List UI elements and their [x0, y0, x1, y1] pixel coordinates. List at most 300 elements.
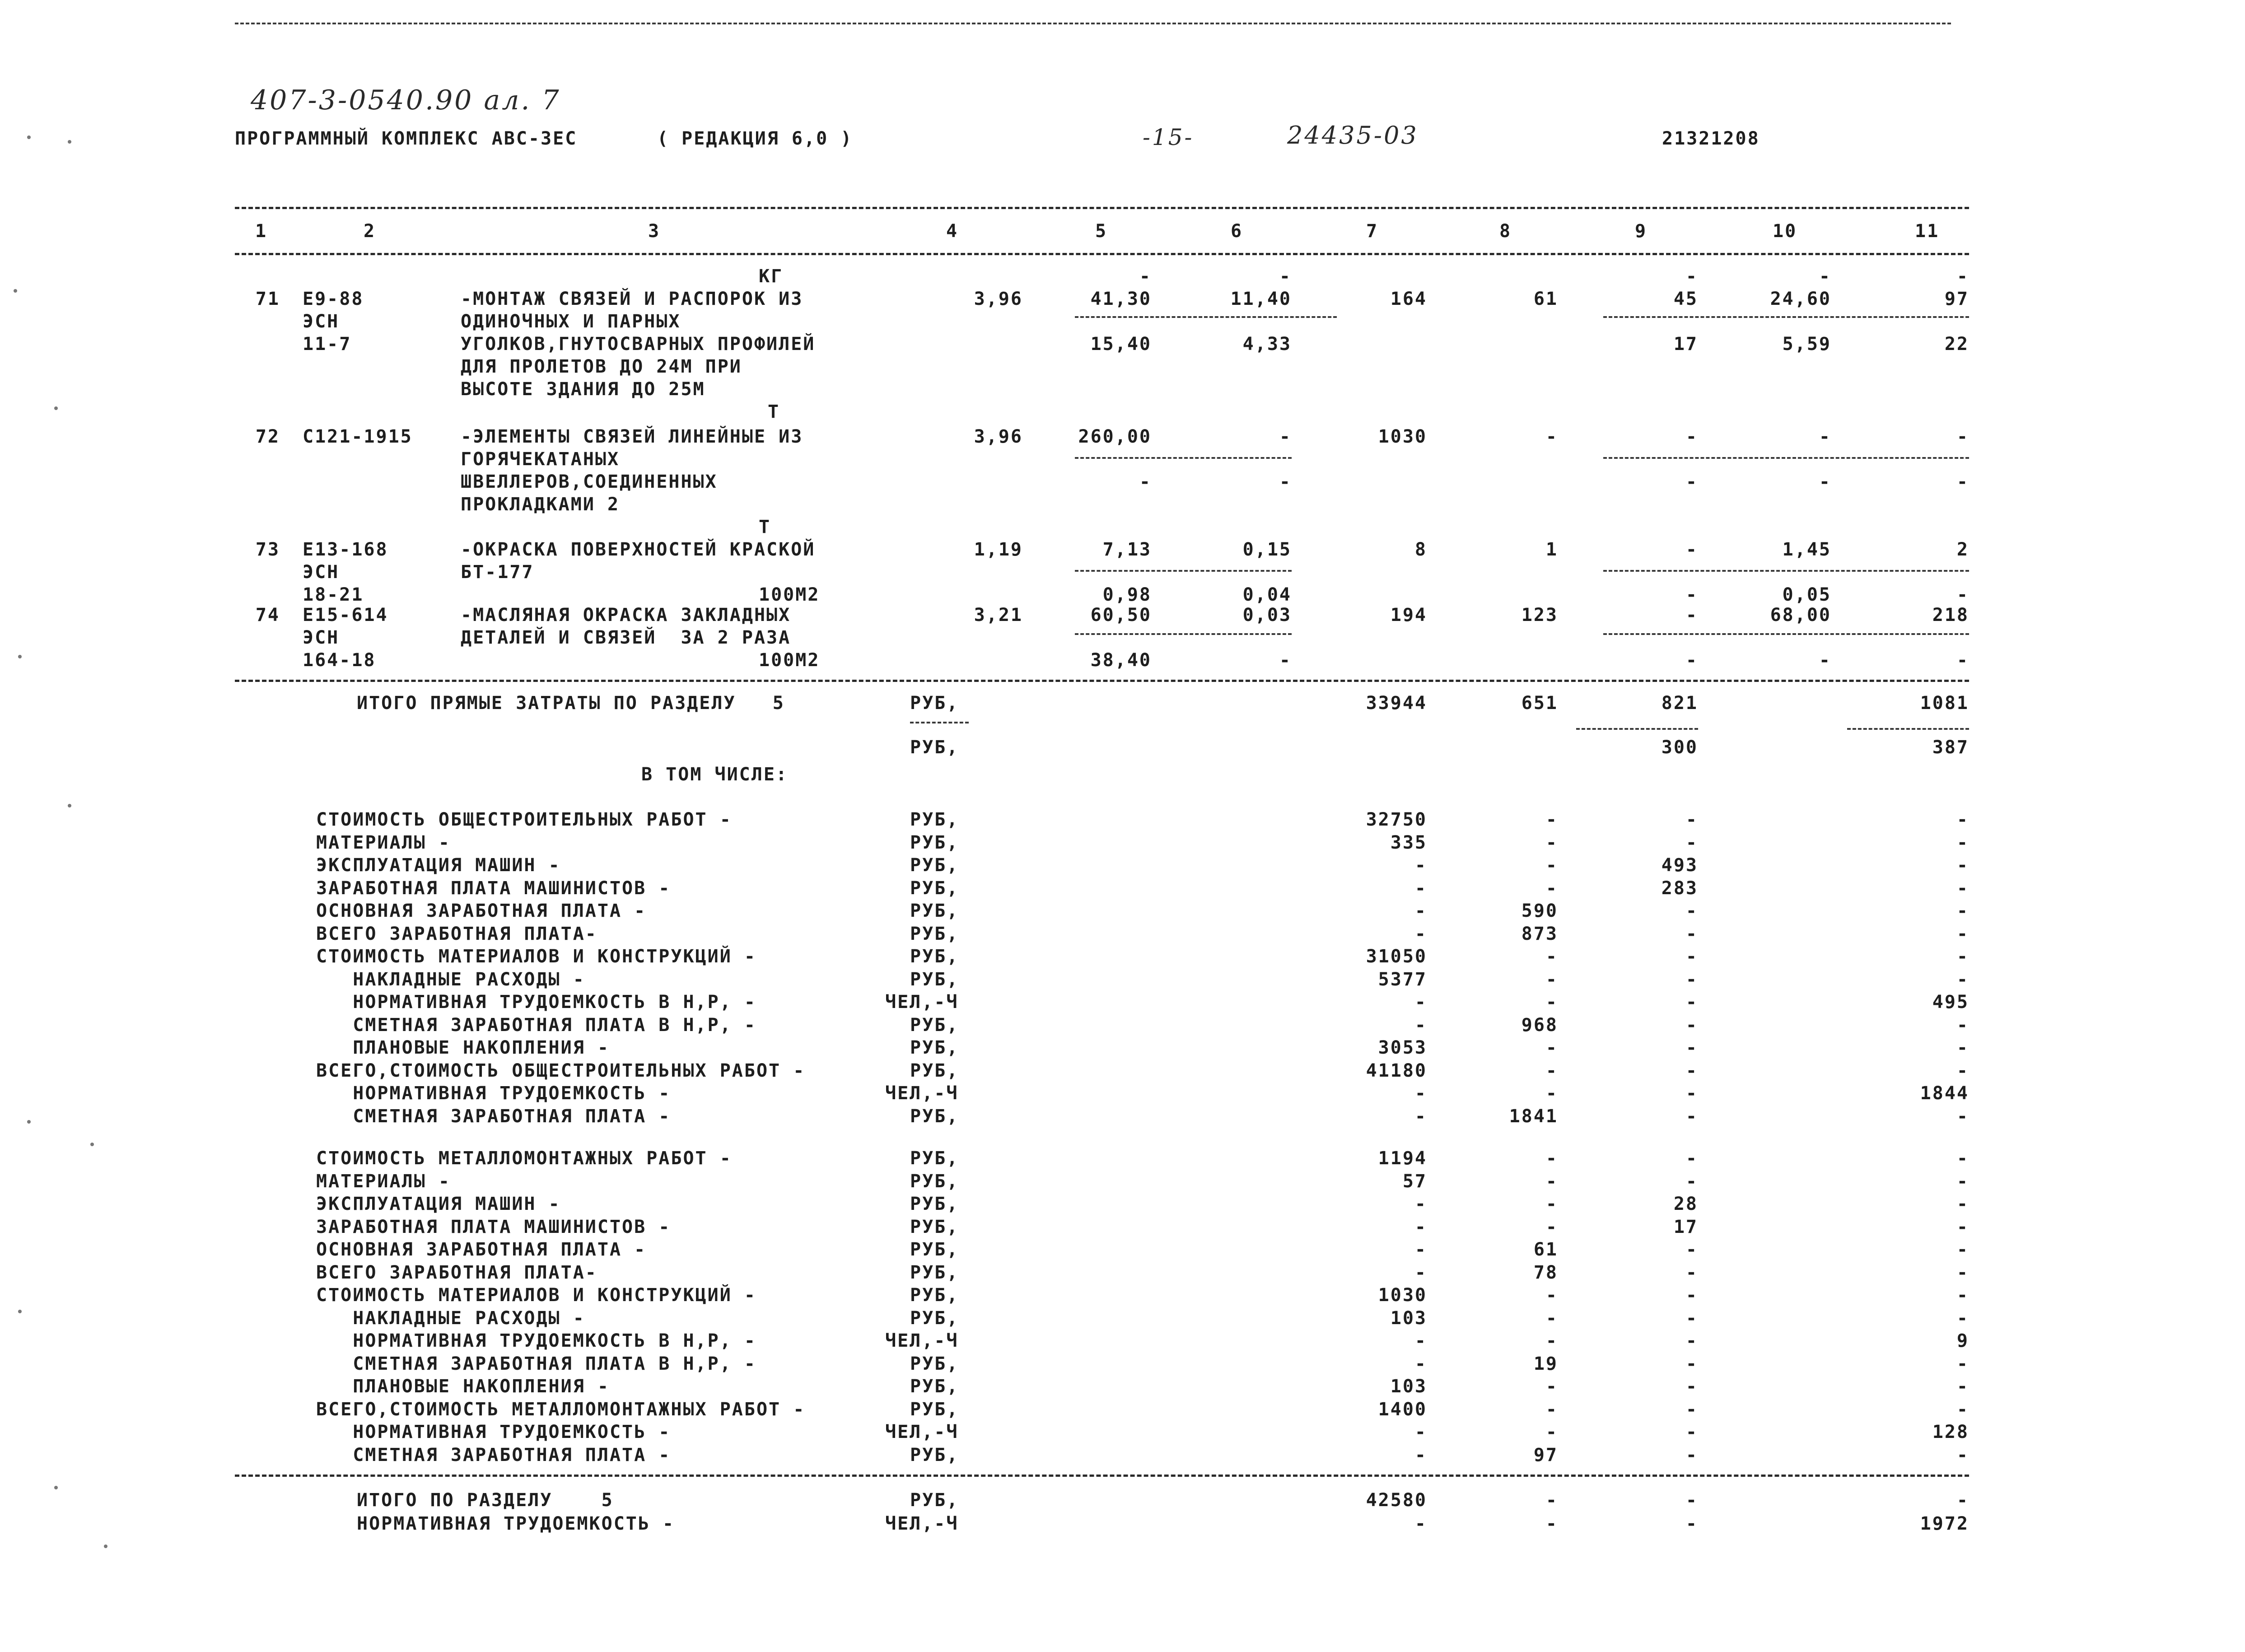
- general-c7-11: 3053: [1378, 1037, 1427, 1058]
- metal-unit-12: РУБ,: [910, 1399, 959, 1420]
- general-c11-3: -: [1956, 855, 1969, 876]
- column-header-8: 8: [1499, 221, 1512, 242]
- metal-label-10: СМЕТНАЯ ЗАРАБОТНАЯ ПЛАТА В Н,Р, -: [316, 1353, 756, 1374]
- metal-c11-2: -: [1956, 1171, 1969, 1192]
- metal-unit-4: РУБ,: [910, 1216, 959, 1237]
- final-c8-2: -: [1545, 1513, 1558, 1534]
- general-unit-5: РУБ,: [910, 901, 959, 921]
- final-c9-2: -: [1685, 1513, 1698, 1534]
- row-4-c11: 22: [1944, 334, 1969, 355]
- top-scan-line: [235, 23, 1951, 24]
- row-13-c7: 8: [1414, 539, 1427, 560]
- row-15-c9: -: [1685, 584, 1698, 605]
- table-top-rule: [235, 207, 1969, 209]
- metal-c11-11: -: [1956, 1376, 1969, 1397]
- column-header-1: 1: [255, 221, 268, 242]
- general-c8-13: -: [1545, 1083, 1558, 1104]
- metal-c7-12: 1400: [1378, 1399, 1427, 1420]
- row-1-c3: КГ: [759, 266, 784, 287]
- fraction-rule-5: [1075, 570, 1292, 572]
- row-2-c7: 164: [1390, 289, 1427, 309]
- general-c8-8: -: [1545, 969, 1558, 990]
- row-2-c2: Е9-88: [303, 289, 364, 309]
- row-12-c3: Т: [759, 517, 771, 537]
- general-c8-2: -: [1545, 832, 1558, 853]
- row-18-c2: 164-18: [303, 650, 376, 671]
- row-18-c5: 38,40: [1090, 650, 1152, 671]
- metal-unit-2: РУБ,: [910, 1171, 959, 1192]
- including-label: В ТОМ ЧИСЛЕ:: [641, 764, 788, 785]
- total-direct-c11-rule: [1847, 728, 1969, 730]
- metal-c11-6: -: [1956, 1262, 1969, 1283]
- row-16-c2: Е15-614: [303, 605, 388, 625]
- metal-label-1: СТОИМОСТЬ МЕТАЛЛОМОНТАЖНЫХ РАБОТ -: [316, 1148, 732, 1169]
- general-c9-3: 493: [1661, 855, 1698, 876]
- general-c11-7: -: [1956, 946, 1969, 967]
- metal-label-3: ЭКСПЛУАТАЦИЯ МАШИН -: [316, 1194, 561, 1214]
- row-10-c5: -: [1139, 471, 1152, 492]
- general-c7-12: 41180: [1366, 1060, 1427, 1081]
- general-unit-4: РУБ,: [910, 877, 959, 899]
- general-c7-5: -: [1414, 901, 1427, 921]
- metal-label-11: ПЛАНОВЫЕ НАКОПЛЕНИЯ -: [316, 1376, 610, 1397]
- row-13-c9: -: [1685, 539, 1698, 560]
- scan-speck: [14, 289, 17, 293]
- final-c8-1: -: [1545, 1490, 1558, 1511]
- page-number: -15-: [1143, 124, 1194, 150]
- document-code: 21321208: [1662, 128, 1760, 149]
- row-14-c3: БТ-177: [461, 562, 534, 583]
- row-10-c3: ШВЕЛЛЕРОВ,СОЕДИНЕННЫХ: [461, 471, 718, 492]
- general-c7-6: -: [1414, 923, 1427, 944]
- total-direct-label: ИТОГО ПРЯМЫЕ ЗАТРАТЫ ПО РАЗДЕЛУ 5: [357, 693, 785, 714]
- total-direct-c11b: 387: [1932, 737, 1969, 758]
- metal-c7-13: -: [1414, 1422, 1427, 1442]
- row-10-c10: -: [1819, 471, 1831, 492]
- row-15-c6: 0,04: [1242, 584, 1292, 605]
- total-direct-unit: РУБ,: [910, 693, 959, 714]
- general-c7-7: 31050: [1366, 946, 1427, 967]
- metal-c11-10: -: [1956, 1353, 1969, 1374]
- general-label-14: СМЕТНАЯ ЗАРАБОТНАЯ ПЛАТА -: [316, 1106, 671, 1127]
- general-label-5: ОСНОВНАЯ ЗАРАБОТНАЯ ПЛАТА -: [316, 901, 647, 921]
- general-c8-1: -: [1545, 809, 1558, 830]
- column-header-3: 3: [648, 221, 661, 242]
- general-c8-5: 590: [1521, 901, 1558, 921]
- final-c7-1: 42580: [1366, 1490, 1427, 1511]
- row-2-c11: 97: [1944, 289, 1969, 309]
- row-18-c10: -: [1819, 650, 1831, 671]
- metal-c7-14: -: [1414, 1444, 1427, 1465]
- general-label-4: ЗАРАБОТНАЯ ПЛАТА МАШИНИСТОВ -: [316, 877, 671, 899]
- metal-unit-1: РУБ,: [910, 1148, 959, 1169]
- metal-c8-7: -: [1545, 1285, 1558, 1306]
- general-c7-4: -: [1414, 877, 1427, 899]
- general-c11-9: 495: [1932, 992, 1969, 1013]
- metal-c11-9: 9: [1956, 1330, 1969, 1351]
- row-8-c7: 1030: [1378, 426, 1427, 447]
- row-3-c2: ЭСН: [303, 311, 340, 332]
- metal-label-14: СМЕТНАЯ ЗАРАБОТНАЯ ПЛАТА -: [316, 1444, 671, 1465]
- general-c9-9: -: [1685, 992, 1698, 1013]
- metal-unit-11: РУБ,: [910, 1376, 959, 1397]
- row-16-c4: 3,21: [974, 605, 1023, 625]
- fraction-rule-2: [1603, 316, 1969, 318]
- row-13-c10: 1,45: [1782, 539, 1831, 560]
- metal-label-6: ВСЕГО ЗАРАБОТНАЯ ПЛАТА-: [316, 1262, 597, 1283]
- metal-c8-9: -: [1545, 1330, 1558, 1351]
- general-label-3: ЭКСПЛУАТАЦИЯ МАШИН -: [316, 855, 561, 876]
- general-unit-9: ЧЕЛ,-Ч: [885, 992, 959, 1013]
- row-10-c11: -: [1956, 471, 1969, 492]
- row-17-c3: ДЕТАЛЕЙ И СВЯЗЕЙ ЗА 2 РАЗА: [461, 627, 791, 648]
- row-10-c6: -: [1279, 471, 1292, 492]
- fraction-rule-8: [1603, 633, 1969, 635]
- row-16-c8: 123: [1521, 605, 1558, 625]
- metal-c7-9: -: [1414, 1330, 1427, 1351]
- general-c9-4: 283: [1661, 877, 1698, 899]
- general-unit-2: РУБ,: [910, 832, 959, 853]
- metal-c9-13: -: [1685, 1422, 1698, 1442]
- metal-label-13: НОРМАТИВНАЯ ТРУДОЕМКОСТЬ -: [316, 1422, 671, 1442]
- metal-c9-2: -: [1685, 1171, 1698, 1192]
- program-name: ПРОГРАММНЫЙ КОМПЛЕКС АВС-3ЕС: [235, 128, 578, 149]
- metal-unit-9: ЧЕЛ,-Ч: [885, 1330, 959, 1351]
- general-unit-6: РУБ,: [910, 923, 959, 944]
- metal-c7-4: -: [1414, 1216, 1427, 1237]
- metal-c9-7: -: [1685, 1285, 1698, 1306]
- general-c11-8: -: [1956, 969, 1969, 990]
- row-8-c3: -ЭЛЕМЕНТЫ СВЯЗЕЙ ЛИНЕЙНЫЕ ИЗ: [461, 426, 803, 447]
- row-4-c6: 4,33: [1242, 334, 1292, 355]
- total-direct-c9-rule: [1576, 728, 1698, 730]
- general-c11-13: 1844: [1920, 1083, 1969, 1104]
- row-9-c3: ГОРЯЧЕКАТАНЫХ: [461, 449, 620, 470]
- general-c7-9: -: [1414, 992, 1427, 1013]
- metal-unit-10: РУБ,: [910, 1353, 959, 1374]
- general-c11-1: -: [1956, 809, 1969, 830]
- row-4-c10: 5,59: [1782, 334, 1831, 355]
- general-unit-14: РУБ,: [910, 1106, 959, 1127]
- column-header-2: 2: [364, 221, 376, 242]
- scan-speck: [54, 1486, 58, 1489]
- general-c7-8: 5377: [1378, 969, 1427, 990]
- metal-c7-2: 57: [1402, 1171, 1427, 1192]
- general-c9-1: -: [1685, 809, 1698, 830]
- general-c9-6: -: [1685, 923, 1698, 944]
- metal-c8-12: -: [1545, 1399, 1558, 1420]
- row-4-c3: УГОЛКОВ,ГНУТОСВАРНЫХ ПРОФИЛЕЙ: [461, 334, 816, 355]
- general-c9-14: -: [1685, 1106, 1698, 1127]
- general-c8-4: -: [1545, 877, 1558, 899]
- final-unit-2: ЧЕЛ,-Ч: [885, 1513, 959, 1534]
- fraction-rule-6: [1603, 570, 1969, 572]
- row-13-c2: Е13-168: [303, 539, 388, 560]
- row-6-c3: ВЫСОТЕ ЗДАНИЯ ДО 25М: [461, 379, 705, 400]
- metal-c11-13: 128: [1932, 1422, 1969, 1442]
- general-label-8: НАКЛАДНЫЕ РАСХОДЫ -: [316, 969, 585, 990]
- total-direct-c7: 33944: [1366, 693, 1427, 714]
- row-15-c10: 0,05: [1782, 584, 1831, 605]
- scan-speck: [68, 140, 71, 144]
- general-label-12: ВСЕГО,СТОИМОСТЬ ОБЩЕСТРОИТЕЛЬНЫХ РАБОТ -: [316, 1060, 806, 1081]
- total-direct-unit-rule: [910, 722, 969, 723]
- metal-c8-10: 19: [1533, 1353, 1558, 1374]
- general-c7-13: -: [1414, 1083, 1427, 1104]
- metal-c9-6: -: [1685, 1262, 1698, 1283]
- scan-speck: [18, 655, 22, 658]
- column-header-7: 7: [1366, 221, 1379, 242]
- metal-c8-1: -: [1545, 1148, 1558, 1169]
- metal-c9-5: -: [1685, 1239, 1698, 1260]
- metal-c7-1: 1194: [1378, 1148, 1427, 1169]
- metal-unit-3: РУБ,: [910, 1194, 959, 1214]
- metal-c9-11: -: [1685, 1376, 1698, 1397]
- row-8-c6: -: [1279, 426, 1292, 447]
- metal-c11-1: -: [1956, 1148, 1969, 1169]
- row-2-c4: 3,96: [974, 289, 1023, 309]
- row-2-c3: -МОНТАЖ СВЯЗЕЙ И РАСПОРОК ИЗ: [461, 289, 803, 309]
- general-c8-3: -: [1545, 855, 1558, 876]
- general-label-13: НОРМАТИВНАЯ ТРУДОЕМКОСТЬ -: [316, 1083, 671, 1104]
- total-direct-c9: 821: [1661, 693, 1698, 714]
- metal-unit-13: ЧЕЛ,-Ч: [885, 1422, 959, 1442]
- general-label-7: СТОИМОСТЬ МАТЕРИАЛОВ И КОНСТРУКЦИЙ -: [316, 946, 756, 967]
- row-16-c11: 218: [1932, 605, 1969, 625]
- row-13-c3: -ОКРАСКА ПОВЕРХНОСТЕЙ КРАСКОЙ: [461, 539, 816, 560]
- scan-speck: [90, 1143, 94, 1146]
- row-16-c9: -: [1685, 605, 1698, 625]
- metal-c11-7: -: [1956, 1285, 1969, 1306]
- general-c7-1: 32750: [1366, 809, 1427, 830]
- metal-label-5: ОСНОВНАЯ ЗАРАБОТНАЯ ПЛАТА -: [316, 1239, 647, 1260]
- general-unit-3: РУБ,: [910, 855, 959, 876]
- metal-unit-6: РУБ,: [910, 1262, 959, 1283]
- row-10-c9: -: [1685, 471, 1698, 492]
- general-c11-14: -: [1956, 1106, 1969, 1127]
- row-8-c5: 260,00: [1078, 426, 1152, 447]
- general-c7-2: 335: [1390, 832, 1427, 853]
- metal-c7-6: -: [1414, 1262, 1427, 1283]
- general-c7-10: -: [1414, 1014, 1427, 1036]
- metal-c8-8: -: [1545, 1307, 1558, 1329]
- general-unit-10: РУБ,: [910, 1014, 959, 1036]
- general-c11-5: -: [1956, 901, 1969, 921]
- row-16-c10: 68,00: [1770, 605, 1831, 625]
- fraction-rule-7: [1075, 633, 1292, 635]
- general-c8-12: -: [1545, 1060, 1558, 1081]
- general-c11-4: -: [1956, 877, 1969, 899]
- scan-speck: [104, 1545, 107, 1548]
- row-8-c9: -: [1685, 426, 1698, 447]
- row-1-c9: -: [1685, 266, 1698, 287]
- general-unit-7: РУБ,: [910, 946, 959, 967]
- row-13-c6: 0,15: [1242, 539, 1292, 560]
- row-15-c2: 18-21: [303, 584, 364, 605]
- metal-c7-7: 1030: [1378, 1285, 1427, 1306]
- general-unit-8: РУБ,: [910, 969, 959, 990]
- row-2-c10: 24,60: [1770, 289, 1831, 309]
- row-4-c5: 15,40: [1090, 334, 1152, 355]
- column-header-5: 5: [1095, 221, 1108, 242]
- fraction-rule-1: [1075, 316, 1337, 318]
- row-7-c3: Т: [768, 401, 780, 422]
- general-c9-10: -: [1685, 1014, 1698, 1036]
- final-c7-2: -: [1414, 1513, 1427, 1534]
- scan-speck: [27, 1120, 31, 1124]
- row-18-c6: -: [1279, 650, 1292, 671]
- total-direct-c9b: 300: [1661, 737, 1698, 758]
- row-1-c11: -: [1956, 266, 1969, 287]
- metal-c9-14: -: [1685, 1444, 1698, 1465]
- general-c8-11: -: [1545, 1037, 1558, 1058]
- metal-c8-6: 78: [1533, 1262, 1558, 1283]
- total-direct-c8: 651: [1521, 693, 1558, 714]
- row-13-c8: 1: [1545, 539, 1558, 560]
- row-1-c6: -: [1279, 266, 1292, 287]
- row-18-c3: 100М2: [759, 650, 820, 671]
- row-8-c10: -: [1819, 426, 1831, 447]
- metal-label-2: МАТЕРИАЛЫ -: [316, 1171, 451, 1192]
- final-rule: [235, 1475, 1969, 1477]
- general-unit-13: ЧЕЛ,-Ч: [885, 1083, 959, 1104]
- metal-c9-12: -: [1685, 1399, 1698, 1420]
- metal-c7-5: -: [1414, 1239, 1427, 1260]
- row-16-c7: 194: [1390, 605, 1427, 625]
- row-1-c5: -: [1139, 266, 1152, 287]
- metal-c7-8: 103: [1390, 1307, 1427, 1329]
- column-header-9: 9: [1635, 221, 1648, 242]
- row-2-c1: 71: [255, 289, 280, 309]
- metal-c7-3: -: [1414, 1194, 1427, 1214]
- row-11-c3: ПРОКЛАДКАМИ 2: [461, 494, 620, 515]
- metal-c9-3: 28: [1673, 1194, 1698, 1214]
- row-13-c5: 7,13: [1102, 539, 1152, 560]
- metal-c9-8: -: [1685, 1307, 1698, 1329]
- general-c11-2: -: [1956, 832, 1969, 853]
- metal-label-9: НОРМАТИВНАЯ ТРУДОЕМКОСТЬ В Н,Р, -: [316, 1330, 756, 1351]
- general-c9-2: -: [1685, 832, 1698, 853]
- metal-c8-3: -: [1545, 1194, 1558, 1214]
- table-bottom-rule: [235, 680, 1969, 682]
- metal-c9-9: -: [1685, 1330, 1698, 1351]
- general-c11-12: -: [1956, 1060, 1969, 1081]
- general-label-11: ПЛАНОВЫЕ НАКОПЛЕНИЯ -: [316, 1037, 610, 1058]
- row-8-c4: 3,96: [974, 426, 1023, 447]
- metal-c9-4: 17: [1673, 1216, 1698, 1237]
- scan-speck: [68, 804, 71, 807]
- general-label-2: МАТЕРИАЛЫ -: [316, 832, 451, 853]
- row-2-c9: 45: [1673, 289, 1698, 309]
- column-header-11: 11: [1915, 221, 1940, 242]
- general-unit-11: РУБ,: [910, 1037, 959, 1058]
- metal-label-8: НАКЛАДНЫЕ РАСХОДЫ -: [316, 1307, 585, 1329]
- row-17-c2: ЭСН: [303, 627, 340, 648]
- metal-c8-13: -: [1545, 1422, 1558, 1442]
- metal-c11-14: -: [1956, 1444, 1969, 1465]
- final-label-1: ИТОГО ПО РАЗДЕЛУ 5: [357, 1490, 614, 1511]
- metal-label-12: ВСЕГО,СТОИМОСТЬ МЕТАЛЛОМОНТАЖНЫХ РАБОТ -: [316, 1399, 806, 1420]
- row-15-c3: 100М2: [759, 584, 820, 605]
- metal-unit-14: РУБ,: [910, 1444, 959, 1465]
- total-direct-unit2: РУБ,: [910, 737, 959, 758]
- metal-unit-5: РУБ,: [910, 1239, 959, 1260]
- row-16-c3: -МАСЛЯНАЯ ОКРАСКА ЗАКЛАДНЫХ: [461, 605, 791, 625]
- fraction-rule-3: [1075, 457, 1292, 459]
- fraction-rule-4: [1603, 457, 1969, 459]
- metal-c11-3: -: [1956, 1194, 1969, 1214]
- row-2-c5: 41,30: [1090, 289, 1152, 309]
- row-5-c3: ДЛЯ ПРОЛЕТОВ ДО 24М ПРИ: [461, 356, 742, 377]
- row-1-c10: -: [1819, 266, 1831, 287]
- scan-speck: [27, 135, 31, 139]
- column-header-6: 6: [1231, 221, 1243, 242]
- row-8-c1: 72: [255, 426, 280, 447]
- handwritten-doc-number: 24435-03: [1287, 121, 1419, 149]
- metal-c7-11: 103: [1390, 1376, 1427, 1397]
- scan-speck: [18, 1310, 22, 1313]
- general-c8-9: -: [1545, 992, 1558, 1013]
- row-8-c11: -: [1956, 426, 1969, 447]
- row-2-c8: 61: [1533, 289, 1558, 309]
- metal-c11-12: -: [1956, 1399, 1969, 1420]
- metal-c8-11: -: [1545, 1376, 1558, 1397]
- general-label-9: НОРМАТИВНАЯ ТРУДОЕМКОСТЬ В Н,Р, -: [316, 992, 756, 1013]
- final-c9-1: -: [1685, 1490, 1698, 1511]
- scan-speck: [54, 406, 58, 410]
- row-14-c2: ЭСН: [303, 562, 340, 583]
- metal-c11-5: -: [1956, 1239, 1969, 1260]
- metal-c9-1: -: [1685, 1148, 1698, 1169]
- final-unit-1: РУБ,: [910, 1490, 959, 1511]
- handwritten-code: 407-3-0540.90 ал. 7: [251, 84, 561, 116]
- row-8-c8: -: [1545, 426, 1558, 447]
- general-c7-14: -: [1414, 1106, 1427, 1127]
- row-18-c9: -: [1685, 650, 1698, 671]
- general-c11-11: -: [1956, 1037, 1969, 1058]
- metal-label-4: ЗАРАБОТНАЯ ПЛАТА МАШИНИСТОВ -: [316, 1216, 671, 1237]
- general-c8-7: -: [1545, 946, 1558, 967]
- metal-c8-14: 97: [1533, 1444, 1558, 1465]
- metal-c8-5: 61: [1533, 1239, 1558, 1260]
- general-c8-10: 968: [1521, 1014, 1558, 1036]
- metal-unit-8: РУБ,: [910, 1307, 959, 1329]
- row-15-c11: -: [1956, 584, 1969, 605]
- general-label-10: СМЕТНАЯ ЗАРАБОТНАЯ ПЛАТА В Н,Р, -: [316, 1014, 756, 1036]
- general-c9-12: -: [1685, 1060, 1698, 1081]
- row-16-c1: 74: [255, 605, 280, 625]
- metal-c8-4: -: [1545, 1216, 1558, 1237]
- row-13-c11: 2: [1956, 539, 1969, 560]
- general-c11-6: -: [1956, 923, 1969, 944]
- general-c8-6: 873: [1521, 923, 1558, 944]
- general-c9-8: -: [1685, 969, 1698, 990]
- metal-unit-7: РУБ,: [910, 1285, 959, 1306]
- row-16-c5: 60,50: [1090, 605, 1152, 625]
- final-label-2: НОРМАТИВНАЯ ТРУДОЕМКОСТЬ -: [357, 1513, 675, 1534]
- row-13-c1: 73: [255, 539, 280, 560]
- final-c11-2: 1972: [1920, 1513, 1969, 1534]
- edition: ( РЕДАКЦИЯ 6,0 ): [657, 128, 853, 149]
- column-header-10: 10: [1773, 221, 1797, 242]
- row-13-c4: 1,19: [974, 539, 1023, 560]
- row-15-c5: 0,98: [1102, 584, 1152, 605]
- row-16-c6: 0,03: [1242, 605, 1292, 625]
- metal-label-7: СТОИМОСТЬ МАТЕРИАЛОВ И КОНСТРУКЦИЙ -: [316, 1285, 756, 1306]
- metal-c9-10: -: [1685, 1353, 1698, 1374]
- row-2-c6: 11,40: [1230, 289, 1292, 309]
- total-direct-c11: 1081: [1920, 693, 1969, 714]
